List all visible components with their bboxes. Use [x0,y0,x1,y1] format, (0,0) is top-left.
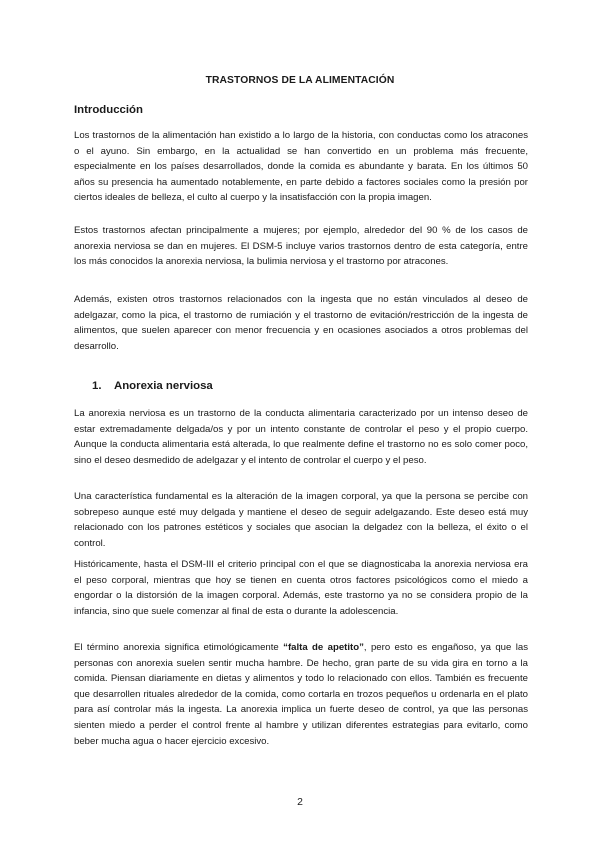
paragraph-text-end: , pero esto es engañoso, ya que las personas con anorexia suelen sentir mucha hambre. De hecho, gran parte de su vida gira en torno a la comida. Piensan diariamente en dietas y alimentos y todo lo relacionado con ellos. También es frecuente que desarrollen rituales alrededor de la comida, como cortarla en trozos pequeños u ordenarla en el plato para así controlar más la ingesta. La anorexia implica un fuerte deseo de control, ya que las personas sienten miedo a perder el control frente al hambre y utilizan diferentes estrategias para evitarlo, como beber mucha agua o hacer ejercicio excesivo. [74,642,528,747]
section-heading [92,380,213,392]
intro-paragraph-1: Los trastornos de la alimentación han existido a lo largo de la historia, con conductas como los atracones o el ayuno. Sin embargo, en la actualidad se han convertido en un problema más frecuente, especialmente en los países desarrollados, donde la comida es abundante y barata. En los últimos 50 años su presencia ha aumentado notablemente, en parte debido a factores sociales como la presión por ciertos ideales de belleza, el culto al cuerpo y la insatisfacción con la propia imagen. [74,130,528,204]
intro-paragraph-3: Además, existen otros trastornos relacionados con la ingesta que no están vinculados al deseo de adelgazar, como la pica, el trastorno de rumiación y el trastorno de evitación/restricción de la ingesta de alimentos, que suelen aparecer con menor frecuencia y en ocasiones asociados a otros problemas del desarrollo. [74,294,528,352]
paragraph-text-start: El término anorexia significa etimológicamente [74,642,284,653]
section-title: Anorexia nerviosa [114,380,213,392]
intro-heading: Introducción [74,104,143,116]
section-paragraph-3: Históricamente, hasta el DSM-III el criterio principal con el que se diagnosticaba la anorexia nerviosa era el peso corporal, mientras que hoy se tienen en cuenta otros factores psicológicos como el miedo a engordar o la distorsión de la imagen corporal. Además, este trastorno ya no se considera propio de la infancia, sino que suele comenzar al final de esta o durante la adolescencia. [74,559,528,617]
section-paragraph-2: Una característica fundamental es la alteración de la imagen corporal, ya que la persona se percibe con sobrepeso aunque esté muy delgada y mantiene el deseo de seguir adelgazando. Este deseo está muy relacionado con los patrones estéticos y sociales que asocian la delgadez con la belleza, el éxito o el control. [74,491,528,549]
intro-paragraph-2: Estos trastornos afectan principalmente a mujeres; por ejemplo, alrededor del 90 % de los casos de anorexia nerviosa se dan en mujeres. El DSM-5 incluye varios trastornos dentro de esta categoría, entre los más conocidos la anorexia nerviosa, la bulimia nerviosa y el trastorno por atracones. [74,225,528,268]
page-number: 2 [297,797,303,808]
emphasis-term: “falta de apetito” [283,642,364,653]
section-number: 1. [92,380,102,392]
document-title: TRASTORNOS DE LA ALIMENTACIÓN [205,75,395,86]
section-paragraph-1: La anorexia nerviosa es un trastorno de la conducta alimentaria caracterizado por un intenso deseo de estar extremadamente delgada/os y por un intento constante de controlar el peso y el propio cuerpo. Aunque la conducta alimentaria está alterada, lo que realmente define el trastorno no es solo comer poco, sino el deseo desmedido de adelgazar y el intento de controlar el cuerpo y el peso. [74,408,528,466]
section-paragraph-4 [74,640,528,749]
